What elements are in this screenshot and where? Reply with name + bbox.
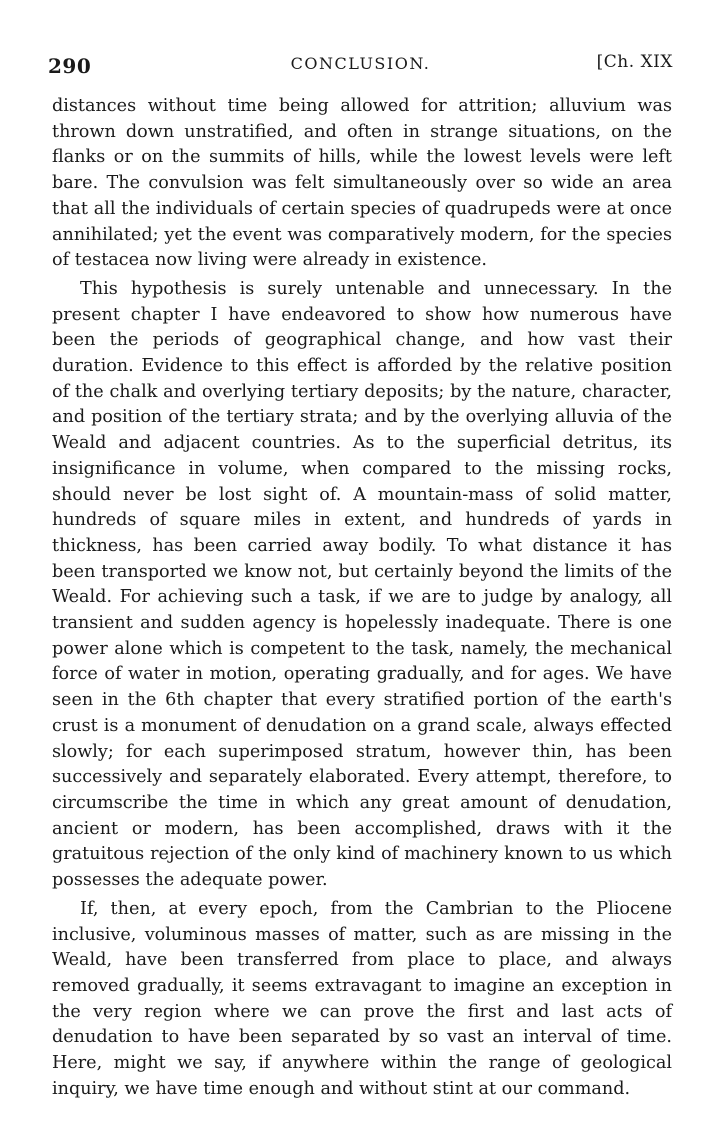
body-text [52, 94, 672, 1102]
chapter-reference: [Ch. XIX [596, 52, 673, 72]
page-number: 290 [48, 54, 92, 78]
paragraph-conclusion: If, then, at every epoch, from the Cambrian to the Pliocene inclusive, voluminous masses of matter, such as are missing in the Weald, have been transferred from place to place, and always removed gradually, it seems extravagant to imagine an exception in the very region where we can prove the first and last acts of denudation to have been separated by so vast an interval of time. Here, might we say, if anywhere within the range of geological inquiry, we have time enough and without stint at our command. [52, 898, 672, 1099]
page-header [48, 52, 673, 80]
paragraph-continued: distances without time being allowed for attrition; alluvium was thrown down unstratified, and often in strange situations, on the flanks or on the summits of hills, while the lowest levels were left bare. The convulsion was felt simultaneously over so wide an area that all the individuals of certain species of quadrupeds were at once annihilated; yet the event was comparatively modern, for the species of testacea now living were already in existence. [52, 96, 672, 271]
paragraph-hypothesis: This hypothesis is surely untenable and unnecessary. In the present chapter I have endeavored to show how numerous have been the periods of geographical change, and how vast their duration. Evidence to this effect is afforded by the relative position of the chalk and overlying tertiary deposits; by the nature, character, and position of the tertiary strata; and by the overlying alluvia of the Weald and adjacent countries. As to the superficial detritus, its insignificance in volume, when compared to the missing rocks, should never be lost sight of. A mountain-mass of solid matter, hundreds of square miles in extent, and hundreds of yards in thickness, has been carried away bodily. To what distance it has been transported we know not, but certainly beyond the limits of the Weald. For achieving such a task, if we are to judge by analogy, all transient and sudden agency is hopelessly inadequate. There is one power alone which is competent to the task, namely, the mechanical force of water in motion, operating gradually, and for ages. We have seen in the 6th chapter that every stratified portion of the earth's crust is a monument of denudation on a grand scale, always effected slowly; for each superimposed stratum, however thin, has been successively and separately elaborated. Every attempt, therefore, to circumscribe the time in which any great amount of denudation, ancient or modern, has been accomplished, draws with it the gratuitous rejection of the only kind of machinery known to us which possesses the adequate power. [52, 278, 672, 891]
running-title: CONCLUSION. [290, 54, 431, 73]
